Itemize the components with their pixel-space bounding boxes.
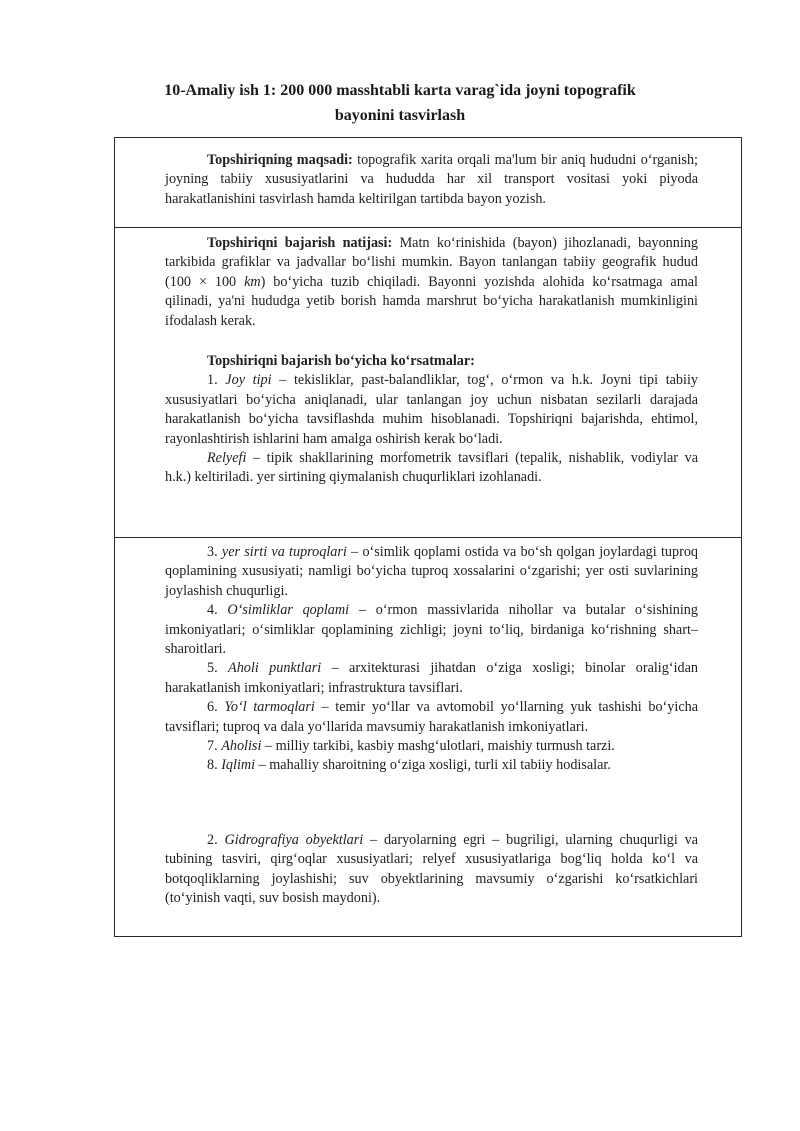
title-line-2: bayonini tasvirlash — [334, 107, 466, 124]
item-6-text: – temir yo‘llar va avtomobil yo‘llarning yuk tashishi bo‘yicha tavsiflari; tuproq va dala yo‘llarida mavsumiy harakatlanish imkoniyatlari. — [165, 699, 699, 735]
goal-section — [165, 151, 698, 209]
item-7-name: Aholisi — [221, 738, 262, 755]
item-7-text: – milliy tarkibi, kasbiy mashg‘ulotlari, maishiy turmush tarzi. — [261, 738, 615, 755]
instruction-item-7 — [165, 737, 698, 756]
item-1-name: Joy tipi — [225, 372, 272, 389]
page-title — [120, 78, 680, 128]
instruction-item-4 — [165, 601, 698, 659]
instructions-section — [165, 352, 698, 488]
row-divider-1 — [115, 227, 741, 228]
result-section — [165, 234, 698, 331]
items-section — [165, 543, 698, 776]
instruction-item-8 — [165, 756, 698, 775]
title-line-1: 10-Amaliy ish 1: 200 000 masshtabli karta varag`ida joyni topografik — [164, 82, 636, 99]
goal-heading: Topshiriqning maqsadi: — [207, 152, 353, 168]
item-6-name: Yo‘l tarmoqlari — [224, 699, 315, 716]
task-frame — [114, 137, 742, 937]
relyef-text: – tipik shakllarining morfometrik tavsiflari (tepalik, nishablik, vodiylar va h.k.) keltiriladi. yer sirtining qiymalanish chuqurliklari izohlanadi. — [165, 450, 698, 486]
item-7-number: 7. — [207, 738, 222, 755]
item-5-number: 5. — [207, 660, 229, 677]
row-divider-2 — [115, 537, 741, 538]
item-5-text: – arxitekturasi jihatdan o‘ziga xosligi; binolar oralig‘idan harakatlanish imkoniyatlari; infrastruktura tavsiflari. — [165, 660, 698, 696]
item-4-name: O‘simliklar qoplami — [227, 602, 350, 619]
item-1-text: – tekisliklar, past-balandliklar, tog‘, o‘rmon va h.k. Joyni tipi tabiiy xususiyatlari bo‘yicha aniqlanadi, ular tanlangan joy uchun nisbatan sezilarli darajada harakatlanish bo‘yicha tavsiflashda muhim hisoblanadi. Topshiriqni bajarishda, ehtimol, rayonlashtirish ishlarini ham amalga oshirish kerak bo‘ladi. — [165, 372, 699, 447]
result-text-b: ) bo‘yicha tuzib chiqiladi. Bayonni yozishda alohida ko‘rsatmaga amal qilinadi, ya'ni hududga yetib borish hamda marshrut bo‘yicha harakatlanish mumkinligini ifodalash kerak. — [165, 273, 698, 329]
item-3-text: – o‘simlik qoplami ostida va bo‘sh qolgan joylardagi tuproq qoplamining xususiyati; namligi bo‘yicha tuproq xossalarini o‘zgarishi; yer osti suvlarining joylashish chuqurligi. — [165, 544, 699, 599]
item-8-number: 8. — [207, 757, 222, 774]
instruction-item-1 — [165, 371, 698, 449]
item-5-name: Aholi punktlari — [228, 660, 322, 677]
item-4-number: 4. — [207, 602, 228, 619]
result-text-a: Matn ko‘rinishida (bayon) jihozlanadi, bayonning tarkibida grafiklar va jadvallar bo‘lishi mumkin. Bayon tanlangan tabiiy geografik hudud (100 × 100 — [165, 235, 698, 290]
item-2-text: – daryolarning egri – bugriligi, ularning chuqurligi va tubining tasviri, qirg‘oqlar xususiyatlari; relyef xususiyatlariga bog‘liq holda ko‘l va botqoqliklarning joylashishi; suv obyektlarining mavsumiy o‘zgarishi ko‘rsatkichlari (to‘yinish vaqti, suv bosish maydoni). — [165, 832, 699, 907]
instruction-item-6 — [165, 698, 698, 737]
item-2-number: 2. — [207, 832, 225, 848]
instruction-item-2 — [165, 831, 698, 909]
item-8-name: Iqlimi — [221, 757, 256, 774]
item-2-name: Gidrografiya obyektlari — [224, 832, 364, 848]
hydrography-section — [165, 831, 698, 909]
result-unit: km — [244, 273, 261, 290]
instruction-item-5 — [165, 659, 698, 698]
item-8-text: – mahalliy sharoitning o‘ziga xosligi, turli xil tabiiy hodisalar. — [255, 757, 611, 774]
item-4-text: – o‘rmon massivlarida nihollar va butalar o‘sishining imkoniyatlari; o‘simliklar qoplamining zichligi; joyni to‘liq, birdaniga ko‘rishning shart–sharoitlari. — [165, 602, 698, 658]
instruction-relyef — [165, 449, 698, 488]
relyef-name: Relyefi — [207, 450, 247, 467]
item-3-name: yer sirti va tuproqlari — [221, 544, 347, 560]
goal-text: topografik xarita orqali ma'lum bir aniq hududni o‘rganish; joyning tabiiy xususiyatlarini va hududda har xil transport vositasi yoki piyoda harakatlanishini tasvirlash hamda keltirilgan tartibda bayon yozish. — [165, 152, 698, 207]
result-heading: Topshiriqni bajarish natijasi: — [207, 235, 393, 251]
instruction-item-3 — [165, 543, 698, 601]
item-3-number: 3. — [207, 544, 222, 560]
item-6-number: 6. — [207, 699, 225, 716]
item-1-number: 1. — [207, 372, 226, 389]
instructions-heading: Topshiriqni bajarish bo‘yicha ko‘rsatmalar: — [207, 353, 475, 369]
